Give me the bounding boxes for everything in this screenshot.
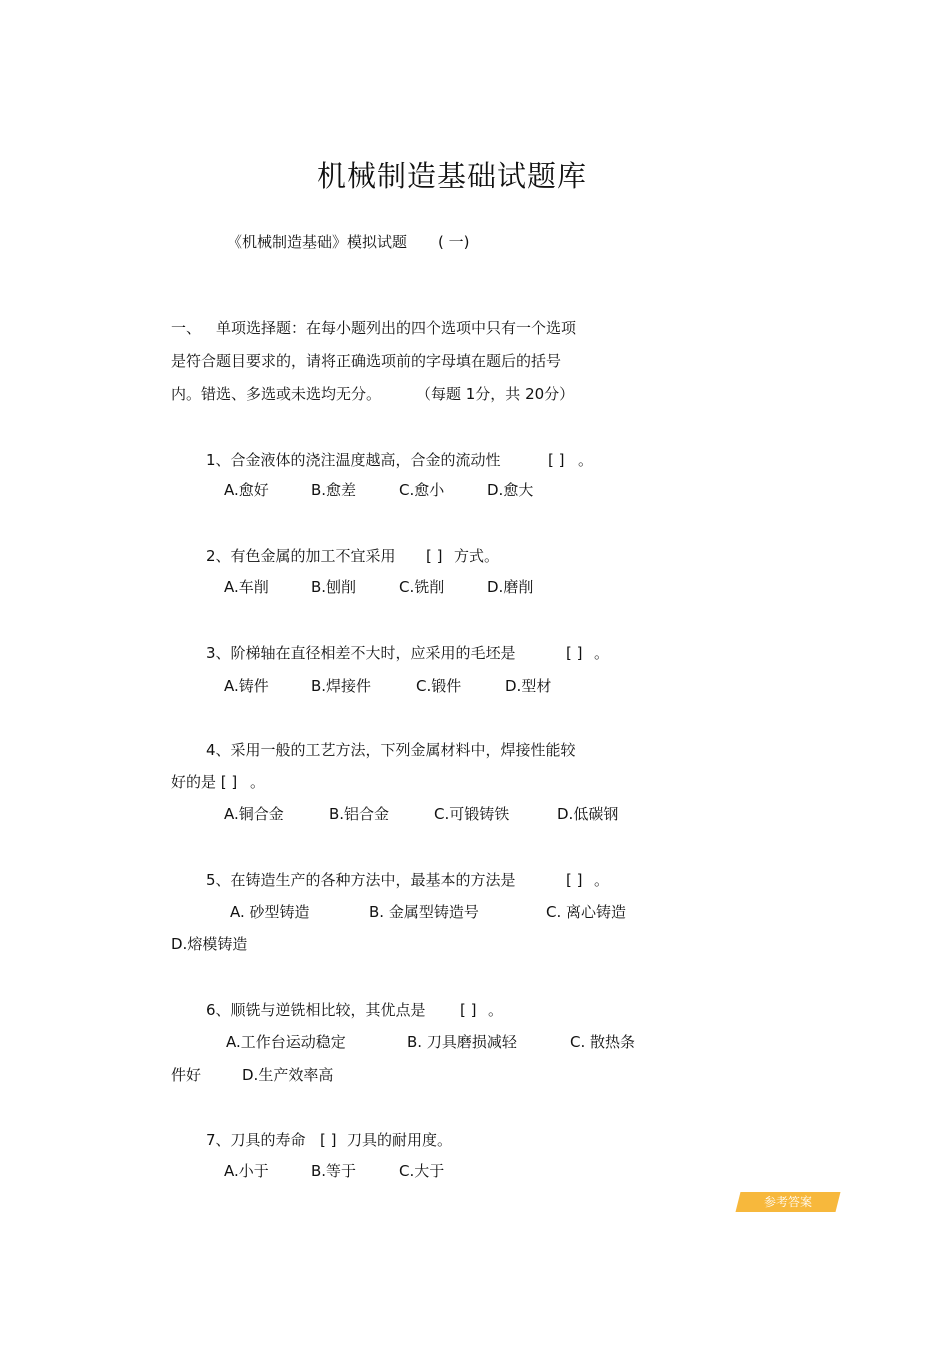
question-4-tail: 。 bbox=[250, 773, 266, 791]
question-1-option-d: D.愈大 bbox=[487, 481, 534, 499]
subtitle-number: ( 一) bbox=[438, 233, 470, 251]
question-7-option-a: A.小于 bbox=[224, 1162, 269, 1180]
question-7-bracket: [ ] bbox=[320, 1131, 337, 1149]
question-4-option-b: B.铝合金 bbox=[329, 805, 390, 823]
question-7-tail: 刀具的耐用度。 bbox=[347, 1131, 453, 1149]
question-2-tail: 方式。 bbox=[454, 547, 500, 565]
question-3-stem: 3、阶梯轴在直径相差不大时，应采用的毛坯是 bbox=[206, 644, 516, 662]
question-6-tail: 。 bbox=[488, 1001, 504, 1019]
question-3-option-b: B.焊接件 bbox=[311, 677, 372, 695]
section-scoring: （每题 1分，共 20分） bbox=[416, 385, 575, 403]
question-6-bracket: [ ] bbox=[460, 1001, 477, 1019]
question-7-option-c: C.大于 bbox=[399, 1162, 445, 1180]
question-3-option-a: A.铸件 bbox=[224, 677, 269, 695]
question-1-stem: 1、合金液体的浇注温度越高，合金的流动性 bbox=[206, 451, 501, 469]
question-7-stem: 7、刀具的寿命 bbox=[206, 1131, 306, 1149]
question-1-option-b: B.愈差 bbox=[311, 481, 357, 499]
reference-answer-label: 参考答案 bbox=[763, 1195, 812, 1209]
question-6-option-c: C. 散热条 bbox=[570, 1033, 636, 1051]
question-1-option-c: C.愈小 bbox=[399, 481, 445, 499]
question-4-stem: 4、采用一般的工艺方法，下列金属材料中，焊接性能较 bbox=[206, 741, 576, 759]
question-2-bracket: [ ] bbox=[426, 547, 443, 565]
question-2-option-a: A.车削 bbox=[224, 578, 269, 596]
question-6-option-d: D.生产效率高 bbox=[242, 1066, 334, 1084]
section-instruction-line1: 单项选择题：在每小题列出的四个选项中只有一个选项 bbox=[216, 319, 577, 337]
question-5-stem: 5、在铸造生产的各种方法中，最基本的方法是 bbox=[206, 871, 516, 889]
question-6-option-a: A.工作台运动稳定 bbox=[226, 1033, 346, 1051]
question-2-option-c: C.铣削 bbox=[399, 578, 445, 596]
question-1-option-a: A.愈好 bbox=[224, 481, 269, 499]
section-instruction-line2: 是符合题目要求的，请将正确选项前的字母填在题后的括号 bbox=[171, 352, 562, 370]
question-6-stem: 6、顺铣与逆铣相比较，其优点是 bbox=[206, 1001, 426, 1019]
section-number: 一、 bbox=[171, 319, 202, 337]
question-4-option-c: C.可锻铸铁 bbox=[434, 805, 510, 823]
question-5-option-d: D.熔模铸造 bbox=[171, 935, 248, 953]
question-2-option-b: B.刨削 bbox=[311, 578, 357, 596]
question-3-tail: 。 bbox=[594, 644, 610, 662]
question-7-option-b: B.等于 bbox=[311, 1162, 357, 1180]
question-1-tail: 。 bbox=[578, 451, 594, 469]
question-5-option-c: C. 离心铸造 bbox=[546, 903, 627, 921]
question-2-stem: 2、有色金属的加工不宜采用 bbox=[206, 547, 396, 565]
section-instruction-line3: 内。错选、多选或未选均无分。 bbox=[171, 385, 382, 403]
question-5-option-b: B. 金属型铸造号 bbox=[369, 903, 479, 921]
question-3-option-d: D.型材 bbox=[505, 677, 552, 695]
question-4-option-a: A.铜合金 bbox=[224, 805, 284, 823]
question-2-option-d: D.磨削 bbox=[487, 578, 534, 596]
question-6-option-b: B. 刀具磨损减轻 bbox=[407, 1033, 517, 1051]
question-5-bracket: [ ] bbox=[566, 871, 583, 889]
reference-answer-button[interactable] bbox=[736, 1192, 841, 1212]
question-4-stem-continued: 好的是 [ ] bbox=[171, 773, 238, 791]
question-6-option-c-continued: 件好 bbox=[171, 1066, 202, 1084]
question-3-option-c: C.锻件 bbox=[416, 677, 462, 695]
question-4-option-d: D.低碳钢 bbox=[557, 805, 619, 823]
question-1-bracket: [ ] bbox=[548, 451, 565, 469]
subtitle: 《机械制造基础》模拟试题 bbox=[227, 233, 408, 251]
question-5-option-a: A. 砂型铸造 bbox=[230, 903, 310, 921]
question-3-bracket: [ ] bbox=[566, 644, 583, 662]
question-5-tail: 。 bbox=[594, 871, 610, 889]
page-title: 机械制造基础试题库 bbox=[317, 159, 588, 193]
